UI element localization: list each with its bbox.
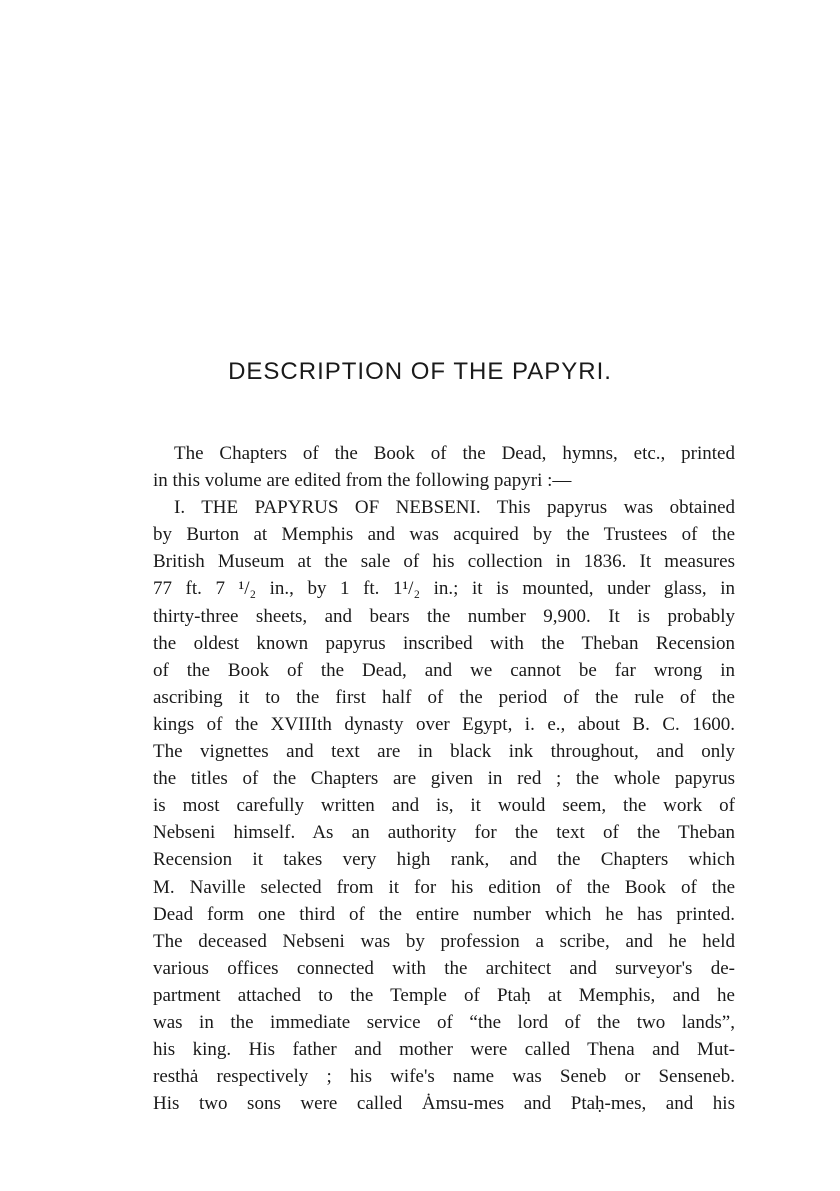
text-line: Dead form one third of the entire number which he has printed. bbox=[153, 903, 735, 925]
text-line: partment attached to the Temple of Ptaḥ at Memphis, and he bbox=[153, 984, 735, 1006]
text-line: kings of the XVIIIth dynasty over Egypt, i. e., about B. C. 1600. bbox=[153, 713, 735, 735]
text-line: his king. His father and mother were called Thena and Mut- bbox=[153, 1039, 735, 1061]
text-line: the titles of the Chapters are given in red ; the whole papyrus bbox=[153, 768, 735, 790]
text-line: 77 ft. 7 ¹/₂ in., by 1 ft. 1¹/₂ in.; it is mounted, under glass, in bbox=[153, 578, 735, 600]
text-line: The vignettes and text are in black ink throughout, and only bbox=[153, 741, 735, 763]
text-line: His two sons were called Ȧmsu-mes and Ptaḥ-mes, and his bbox=[153, 1093, 735, 1115]
text-line: The Chapters of the Book of the Dead, hymns, etc., printed bbox=[174, 443, 735, 464]
text-line: Nebseni himself. As an authority for the text of the Theban bbox=[153, 822, 735, 844]
text-line: Recension it takes very high rank, and the Chapters which bbox=[153, 849, 735, 871]
text-line: I. THE PAPYRUS OF NEBSENI. This papyrus was obtained bbox=[174, 497, 735, 519]
text-line: The deceased Nebseni was by profession a scribe, and he held bbox=[153, 930, 735, 952]
text-line: of the Book of the Dead, and we cannot be far wrong in bbox=[153, 659, 735, 681]
page-title: DESCRIPTION OF THE PAPYRI. bbox=[228, 358, 612, 385]
text-line: thirty-three sheets, and bears the number 9,900. It is probably bbox=[153, 605, 735, 627]
text-line: is most carefully written and is, it would seem, the work of bbox=[153, 795, 735, 817]
text-line: M. Naville selected from it for his edition of the Book of the bbox=[153, 876, 735, 898]
text-line: was in the immediate service of “the lord of the two lands”, bbox=[153, 1011, 735, 1033]
text-line: British Museum at the sale of his collection in 1836. It measures bbox=[153, 551, 735, 573]
text-line: resthȧ respectively ; his wife's name was Seneb or Senseneb. bbox=[153, 1066, 735, 1088]
text-line: the oldest known papyrus inscribed with the Theban Recension bbox=[153, 632, 735, 654]
text-line: by Burton at Memphis and was acquired by the Trustees of the bbox=[153, 524, 735, 546]
text-line: ascribing it to the first half of the period of the rule of the bbox=[153, 686, 735, 708]
body-paragraphs bbox=[153, 440, 735, 1117]
text-line: various offices connected with the architect and surveyor's de- bbox=[153, 957, 735, 979]
text-line: in this volume are edited from the following papyri :— bbox=[153, 470, 572, 492]
